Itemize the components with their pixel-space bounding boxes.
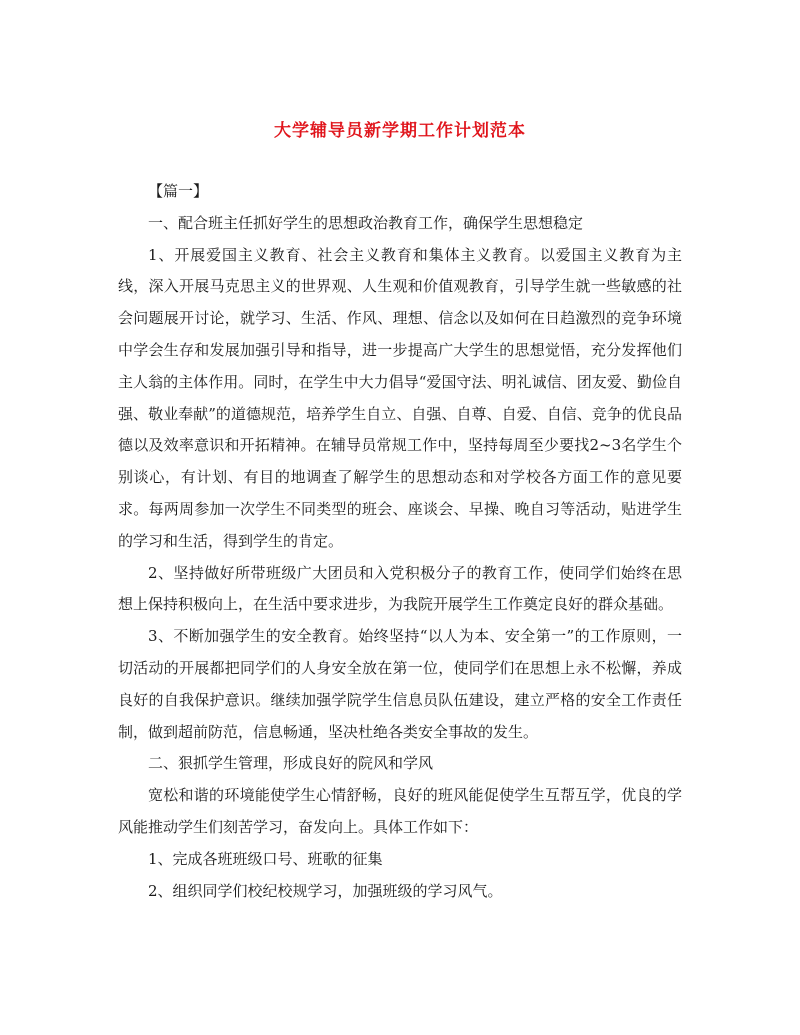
list-item-1: 1、完成各班班级口号、班歌的征集	[148, 849, 383, 868]
document-body	[118, 176, 682, 907]
document-title: 大学辅导员新学期工作计划范本	[274, 121, 526, 141]
list-item-2: 2、组织同学们校纪校规学习，加强班级的学习风气。	[148, 881, 503, 900]
paragraph-item-3: 3、不断加强学生的安全教育。始终坚持“以人为本、安全第一”的工作原则，一切活动的开展都把同学们的人身安全放在第一位，使同学们在思想上永不松懈，养成良好的自我保护意识。继续加强学院学生信息员队伍建设，建立严格的安全工作责任制，做到超前防范，信息畅通，坚决杜绝各类安全事故的发生。	[118, 627, 682, 741]
section-label: 【篇一】	[148, 182, 209, 200]
heading-section-2: 二、狠抓学生管理，形成良好的院风和学风	[148, 754, 434, 773]
paragraph-item-2: 2、坚持做好所带班级广大团员和入党积极分子的教育工作，使同学们始终在思想上保持积极向上，在生活中要求进步，为我院开展学生工作奠定良好的群众基础。	[118, 563, 682, 614]
paragraph-intro: 宽松和谐的环境能使学生心情舒畅，良好的班风能促使学生互帮互学，优良的学风能推动学生们刻苦学习，奋发向上。具体工作如下：	[118, 786, 682, 836]
heading-section-1: 一、配合班主任抓好学生的思想政治教育工作，确保学生思想稳定	[148, 213, 584, 232]
paragraph-item-1: 1、开展爱国主义教育、社会主义教育和集体主义教育。以爱国主义教育为主线，深入开展马克思主义的世界观、人生观和价值观教育，引导学生就一些敏感的社会问题展开讨论，就学习、生活、作风、理想、信念以及如何在日趋激烈的竞争环境中学会生存和发展加强引导和指导，进一步提高广大学生的思想觉悟，充分发挥他们主人翁的主体作用。同时，在学生中大力倡导“爱国守法、明礼诚信、团友爱、勤俭自强、敬业奉献”的道德规范，培养学生自立、自强、自尊、自爱、自信、竞争的优良品德以及效率意识和开拓精神。在辅导员常规工作中，坚持每周至少要找2~3名学生个别谈心，有计划、有目的地调查了解学生的思想动态和对学校各方面工作的意见要求。每两周参加一次学生不同类型的班会、座谈会、早操、晚自习等活动，贴进学生的学习和生活，得到学生的肯定。	[118, 245, 682, 550]
